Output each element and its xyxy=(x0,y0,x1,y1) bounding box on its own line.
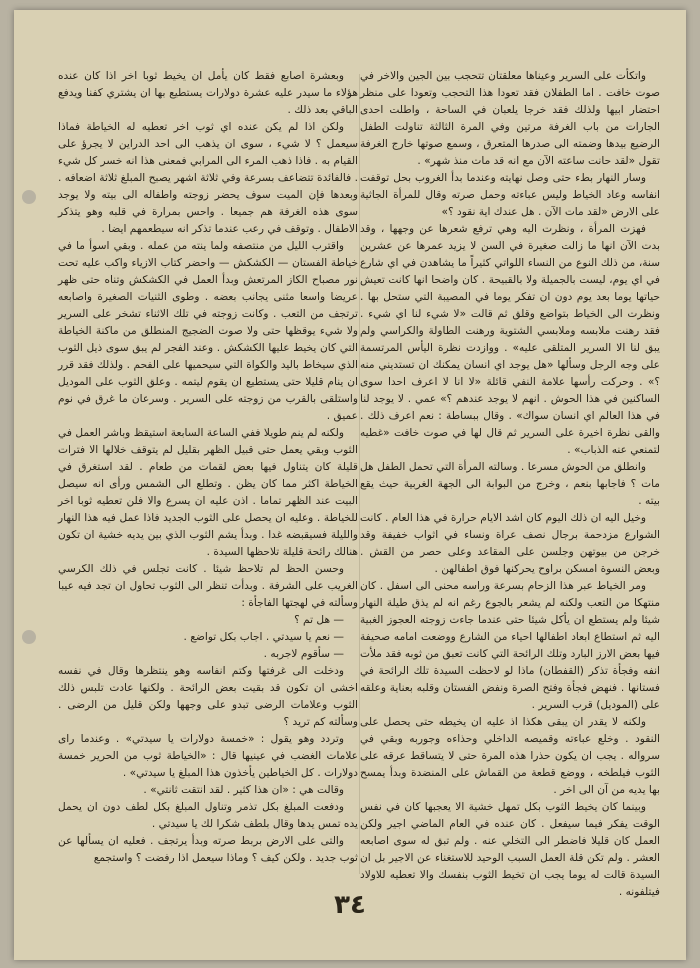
book-page xyxy=(14,10,686,960)
paragraph: — نعم يا سيدتي . اجاب بكل تواضع . xyxy=(183,631,344,643)
paragraph: — سأقوم لاجربه . xyxy=(263,648,344,660)
paragraph: ودخلت الى غرفتها وكتم انفاسه وهو ينتظرها وقال في نفسه اخشى ان تكون قد بقيت بعض الرائحة . ولكنها عادت تلبس ذلك الثوب وعلامات الرضى تبدو على وجهها ولكن قليل من الرضى . وسألته كم تريد ؟ xyxy=(58,665,358,728)
paragraph: واقترب الليل من منتصفه ولما ينته من عمله . وبقي اسوأ ما في خياطة الفستان — الكشكش — واحضر كتاب الازياء واكب عليه تحت نور مصباح الكاز المرتعش وبدأ العمل في الكشكش وتناه حتى ظهر عريضا واسعا مثنى يجانب بعضه . وطوى الثنيات الصغيرة واصابعه ترتجف من التعب . وكانت زوجته في تلك الاثناء تشخر على السرير ولا شيء يوقظها حتى ولا صوت الضجيج المنطلق من ماكنة الخياطة التي كان يخيط عليها الكشكش . وعند الفجر لم يبق سوى ذيل الثوب الذي سيخاط باليد والكواة التي سيحميها على الفحم . ولذلك فقد قرر ان ينام قليلا حتى يستطيع ان يقوم ليتمه . وعلق الثوب على الموديل واستلقى بالقرب من زوجته على السرير . وسرعان ما غرق في نوم عميق . xyxy=(58,240,358,422)
paragraph: وحسن الحظ لم تلاحظ شيئا . كانت تجلس في ذلك الكرسي الغريب على الشرفة . وبدأت تنظر الى الثوب تحاول ان تجد فيه عيبا وسألته في لهجتها الفاجأة : xyxy=(58,563,358,609)
paragraph: وخيل اليه ان ذلك اليوم كان اشد الايام حرارة في هذا العام . كانت الشوارع مزدحمة برجال نصف عراة ونساء في اثواب خفيفة وقد خرجن من بيوتهن وجلسن على المقاعد وعلى حصر من القش . وبعض النسوة امسكن براوح يحركنها فوق اطفالهن . xyxy=(360,512,660,575)
paragraph: فهزت المرأة ، ونظرت اليه وهي ترفع شعرها عن وجهها ، وقد بدت الآن انها ما زالت صغيرة في السن لا يزيد عمرها عن عشرين سنة، من ذلك النوع من النساء اللواتي كثيراً ما يشاهدن في اي شارع في اي يوم، ليست بالجميلة ولا بالقبيحة . كان واضحا انها كانت تعيش حياتها يوما بعد يوم دون ان تفكر يوما في المصيبة التي ستحل بها . ونظرت الى الخياط بتواضع وقلق ثم قالت «لا شيء لنا اي شيء . فقد رهنت ملابسه وملابسي الشتوية ورهنت الطاولة والكراسي ولم يبق لنا الا السرير المتلقى عليه» . ووازدت نظرة اليأس المرتسمة على وجه الرجل وسألها «هل يوجد اي انسان يمكنك ان تستديني منه ؟» . وحركت رأسها علامة النفي قائلة «لا انا لا اعرف احدا سوى الساكنين في هذا الحوش . انهم لا يوجد عندهم ؟» عمي . لا يوجد لنا في هذا العالم اي انسان سواك» . وقال ببساطة : نعم اعرف ذلك . والقى نظرة اخيرة على السرير ثم قال لها في صوت خافت «غطيه لتمنعي عنه الذباب» . xyxy=(360,223,660,456)
paragraph: ولكنه لا يقدر ان يبقى هكذا اذ عليه ان يخيطه حتى يحصل على النقود . وخلع عباءته وقميصه الداخلي وحذاءه وجوربه وبقي في سرواله . يجب ان يكون حذرا هذه المرة حتى لا يتساقط عرقه على الثوب فيلطخه ، ووضع قطعة من القماش على المنضدة وبدأ يمسح بها يديه من آن الى اخر . xyxy=(360,716,660,796)
binding-hole xyxy=(22,630,36,644)
paragraph: — هل تم ؟ xyxy=(294,614,344,626)
paragraph: وتردد وهو يقول : «خمسة دولارات يا سيدتي» . وعندما راى علامات الغضب في عينيها قال : «الخياطة ثوب من الحرير خمسة دولارات . كل الخياطين يأخذون هذا المبلغ يا سيدتي» . xyxy=(58,733,358,779)
paragraph: وانطلق من الحوش مسرعا . وسالته المرأة التي تحمل الطفل هل مات ؟ فاجابها بنعم ، وخرج من البوابة الى الجهة الغربية حيث يقع بيته . xyxy=(360,461,660,507)
paragraph: وبينما كان يخيط الثوب بكل تمهل خشية الا يعجبها كان في نفس الوقت يفكر فيما سيفعل . كان عنده في العام الماضي اجير ولكن العمل كان قليلا فاضطر الى التخلي عنه . ولم تبق له سوى اصابعه العشر . ولم تكن قلة العمل السبب الوحيد للاستغناء عن الاجير بل ان السيدة قالت له يوما يجب ان تخيط الثوب بنفسك والا تعطيه للاولاد فيتلفونه . xyxy=(360,801,660,898)
right-column xyxy=(360,68,660,898)
page-number: ٣٤ xyxy=(334,890,366,920)
paragraph: ودفعت المبلغ بكل تذمر وتناول المبلغ بكل لطف دون ان يحمل يده تمس يدها وقال بلطف شكرا لك يا سيدتي . xyxy=(58,801,358,830)
paragraph: ولكنه لم ينم طويلا ففي الساعة السابعة استيقظ وباشر العمل في الثوب وبقي يعمل حتى قبيل الظهر بقليل لم يتوقف خلالها الا فترات قليلة كان يتناول فيها بعض لقمات من طعام . لقد استغرق في الخياطة اكثر مما كان يظن . وتطلع الى الشمس ورأى انه سيصل البيت عند الظهر تماما . اذن عليه ان يسرع والا فلن تعطيه ثوبا اخر للخياطة . وعليه ان يحصل على الثوب الجديد فاذا عمل فيه هذا النهار والليلة فسيقبضه غدا . وبدأ يشم الثوب الذي بين يديه خشية ان تكون هنالك رائحة قليلة تلاحظها السيدة . xyxy=(58,427,358,558)
paragraph: والتى على الارض بربط صرته وبدأ يرتجف . فعليه ان يسألها عن ثوب جديد . ولكن كيف ؟ وماذا سيعمل اذا رفضت ؟ واستجمع xyxy=(58,835,358,864)
column-gutter xyxy=(359,74,360,874)
paragraph: وبعشرة اصابع فقط كان يأمل ان يخيط ثوبا اخر اذا كان عنده هؤلاء ما سيدر عليه عشرة دولارات يستطيع بها ان يشتري كفنا ويدفع الباقي بعد ذلك . xyxy=(58,70,358,116)
paragraph: ولكن اذا لم يكن عنده اي ثوب اخر تعطيه له الخياطة فماذا سيعمل ؟ لا شيء ، سوى ان يذهب الى احد الدراين لا يجرؤ على القيام به . فاذا ذهب المرء الى المرابي فمعنى هذا انه خسر كل شيء . فالفائدة تتضاعف بسرعة وفي ثلاثة اشهر يصبح المبلغ ثلاثة اضعافه . وبعدها فإن الميت سوف يحضر زوجته واطفاله الى بيته ولا يوجد سوى هذه الغرفة هم جميعا . واحس بمرارة في قلبه وهو يتذكر الاطفال . وتوقف في رعب عندما تذكر انه سيطعمهم ايضا . xyxy=(58,121,358,235)
binding-hole xyxy=(22,190,36,204)
paragraph: واتكأت على السرير وعيناها معلقتان تتحجب بين الجين والاخر في صوت خافت . اما الطفلان فقد تعودا هذا التحجب وتعودا على منظر احتضار ابيها ولذلك فقد خرجا يلعبان في الساحة ، واطلت احدى الجارات من باب الغرفة مرتين وفي المرة الثالثة تناولت الطفل الرضيع بيدها وضمته الى صدرها المتعرق ، وسمع صوتها خارج الغرفة تقول «لقد حانت ساعته الآن مع انه قد مات منذ شهر» . xyxy=(360,70,660,167)
paragraph: وسار النهار بطء حتى وصل نهايته وعندما بدأ الغروب بحل توقفت انفاسه وعاد الخياط وليس عباءته وحمل صرته وقال للمرأة الجاثية على الارض «لقد مات الآن . هل عندك اية نقود ؟» xyxy=(360,172,660,218)
paragraph: ومر الخياط عبر هذا الزحام بسرعة وراسه محنى الى اسفل . كان منتهكا من التعب ولكنه لم يشعر بالجوع رغم انه لم يذق طيلة النهار شيئا ولم يستطع ان يأكل شيئا حتى عندما جاءت زوجته العجوز الغبية اليه ثم استطاع ابعاد اطفالها احياء من الشارع ووضعت امامه صحيفة فيها بعض الارز البارد وتلك الرائحة التي كانت تعبق من ثوبه فقد ملأت انفه وفجأة تذكر (القفطان) ماذا لو لاحظت السيدة تلك الرائحة في فستانها . فنهض فجأة وفتح الصرة ونفض الفستان وقلبه بعناية وعلقه على (الموديل) قرب السرير . xyxy=(360,580,660,711)
left-column xyxy=(58,68,358,888)
paragraph: وقالت هي : «ان هذا كثير . لقد انتقت ثانتي» . xyxy=(143,784,344,796)
